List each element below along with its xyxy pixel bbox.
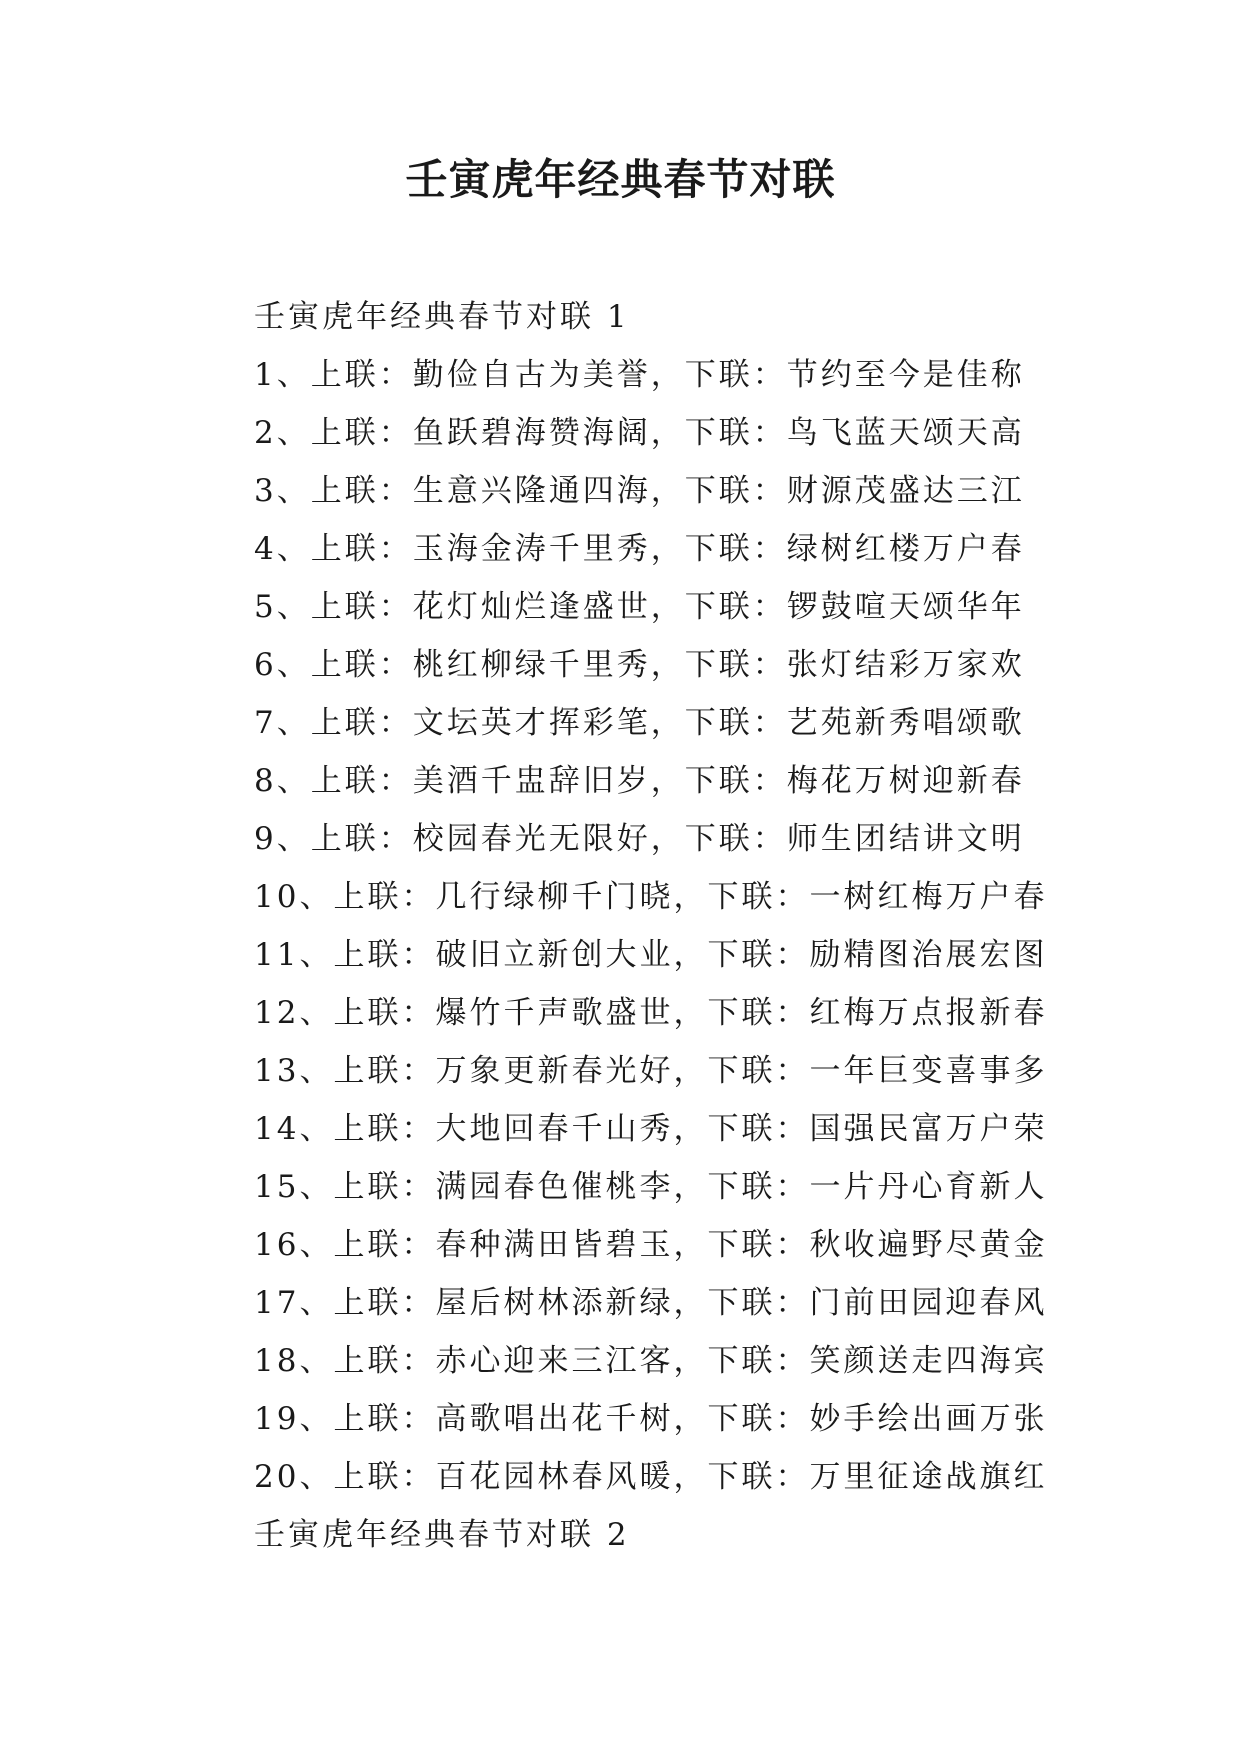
document-title: 壬寅虎年经典春节对联 [405, 155, 836, 204]
section-heading: 壬寅虎年经典春节对联 2 [254, 1517, 630, 1553]
couplet-line: 19、上联：高歌唱出花千树，下联：妙手绘出画万张 [254, 1401, 1048, 1437]
couplet-line: 10、上联：几行绿柳千门晓，下联：一树红梅万户春 [254, 879, 1048, 915]
couplet-line: 8、上联：美酒千盅辞旧岁，下联：梅花万树迎新春 [254, 763, 1025, 799]
couplet-line: 3、上联：生意兴隆通四海，下联：财源茂盛达三江 [254, 473, 1025, 509]
couplet-line: 13、上联：万象更新春光好，下联：一年巨变喜事多 [254, 1053, 1048, 1089]
couplet-line: 14、上联：大地回春千山秀，下联：国强民富万户荣 [254, 1111, 1048, 1147]
couplet-line: 20、上联：百花园林春风暖，下联：万里征途战旗红 [254, 1459, 1048, 1495]
couplet-line: 18、上联：赤心迎来三江客，下联：笑颜送走四海宾 [254, 1343, 1048, 1379]
couplet-line: 16、上联：春种满田皆碧玉，下联：秋收遍野尽黄金 [254, 1227, 1048, 1263]
document-body [254, 288, 1054, 1564]
couplet-line: 12、上联：爆竹千声歌盛世，下联：红梅万点报新春 [254, 995, 1048, 1031]
couplet-line: 6、上联：桃红柳绿千里秀，下联：张灯结彩万家欢 [254, 647, 1025, 683]
section-heading: 壬寅虎年经典春节对联 1 [254, 299, 630, 335]
couplet-line: 17、上联：屋后树林添新绿，下联：门前田园迎春风 [254, 1285, 1048, 1321]
couplet-line: 11、上联：破旧立新创大业，下联：励精图治展宏图 [254, 937, 1048, 973]
couplet-line: 7、上联：文坛英才挥彩笔，下联：艺苑新秀唱颂歌 [254, 705, 1025, 741]
couplet-line: 2、上联：鱼跃碧海赞海阔，下联：鸟飞蓝天颂天高 [254, 415, 1025, 451]
couplet-line: 9、上联：校园春光无限好，下联：师生团结讲文明 [254, 821, 1025, 857]
couplet-line: 1、上联：勤俭自古为美誉，下联：节约至今是佳称 [254, 357, 1025, 393]
couplet-line: 5、上联：花灯灿烂逢盛世，下联：锣鼓喧天颂华年 [254, 589, 1025, 625]
couplet-line: 4、上联：玉海金涛千里秀，下联：绿树红楼万户春 [254, 531, 1025, 567]
couplet-line: 15、上联：满园春色催桃李，下联：一片丹心育新人 [254, 1169, 1048, 1205]
